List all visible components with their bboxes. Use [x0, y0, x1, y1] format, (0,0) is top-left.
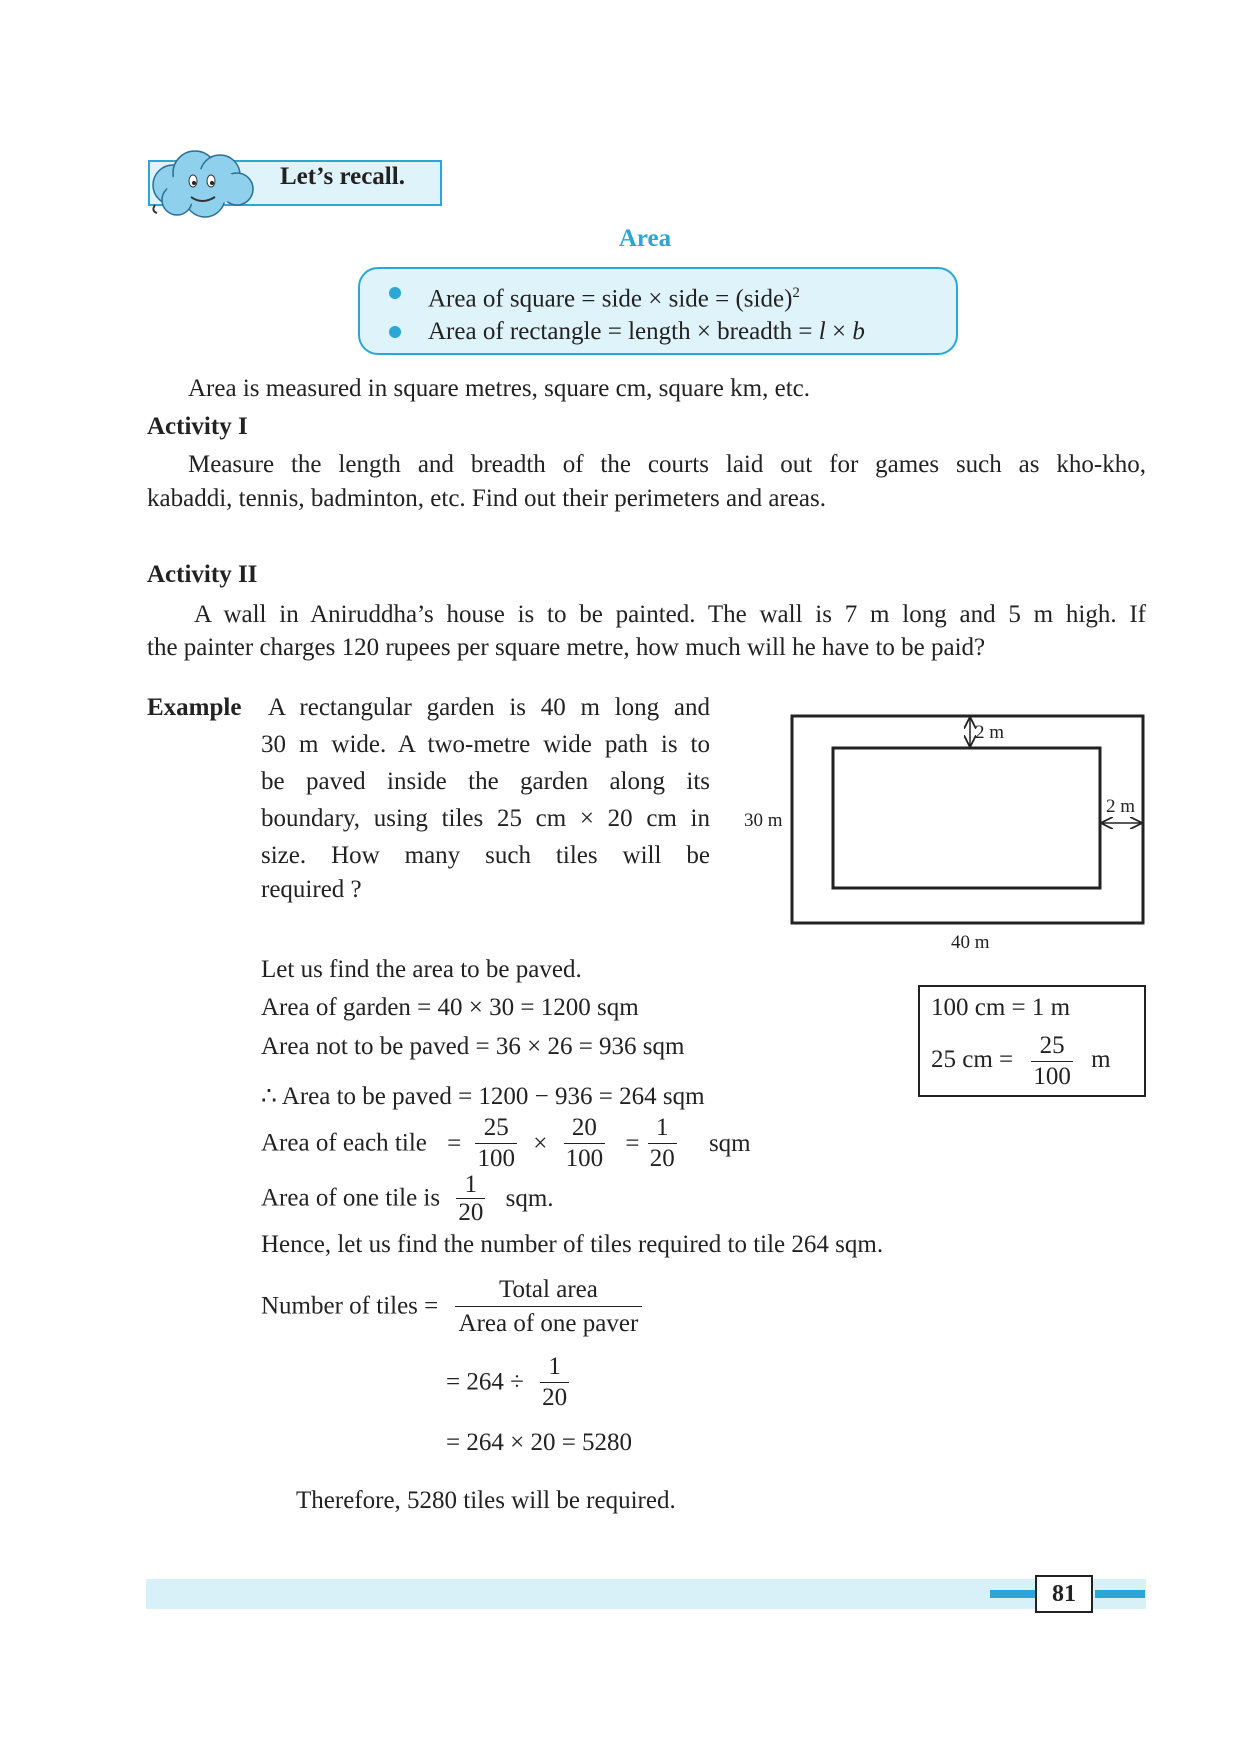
footer-accent-left	[990, 1590, 1035, 1598]
solution-step-1: Let us find the area to be paved.	[261, 956, 582, 983]
diagram-bottom-label: 40 m	[951, 932, 990, 953]
tile-width-fraction	[564, 1113, 606, 1174]
fraction-numerator: 25	[1031, 1031, 1073, 1062]
example-line-4: boundary, using tiles 25 cm × 20 cm in	[261, 805, 710, 832]
activity-1-heading: Activity I	[147, 413, 248, 440]
garden-diagram	[735, 705, 1155, 955]
formula-rectangle	[428, 317, 865, 347]
fraction-numerator: Total area	[455, 1273, 643, 1307]
diagram-top-label: 2 m	[975, 722, 1005, 743]
fraction-denominator: 100	[565, 1145, 604, 1172]
formula-square	[428, 278, 800, 314]
fraction-denominator: 20	[649, 1145, 675, 1172]
bullet-icon	[389, 287, 401, 299]
division-lhs: = 264 ÷	[446, 1368, 524, 1396]
fraction-numerator: 20	[564, 1113, 606, 1144]
formula-rect-b: b	[852, 318, 865, 345]
times-sign: ×	[533, 1129, 548, 1157]
formula-square-exponent: 2	[792, 285, 800, 301]
solution-step-2: Area of garden = 40 × 30 = 1200 sqm	[261, 994, 639, 1021]
solution-step-3: Area not to be paved = 36 × 26 = 936 sqm	[261, 1033, 685, 1060]
activity-1-line-2: kabaddi, tennis, badminton, etc. Find out their perimeters and areas.	[147, 485, 826, 512]
intro-text: Area is measured in square metres, square cm, square km, etc.	[188, 375, 810, 402]
footer-accent-right	[1095, 1590, 1145, 1598]
activity-1-line-1: Measure the length and breadth of the courts laid out for games such as kho-kho,	[188, 451, 1146, 478]
division-step	[446, 1352, 569, 1413]
diagram-right-label: 2 m	[1106, 796, 1136, 817]
cloud-mascot-icon	[145, 145, 257, 220]
unit-box-line-2-lhs: 25 cm =	[931, 1046, 1014, 1074]
example-line-3: be paved inside the garden along its	[261, 768, 710, 795]
formula-rect-text: Area of rectangle = length × breadth =	[428, 318, 819, 345]
solution-step-4: ∴ Area to be paved = 1200 − 936 = 264 sqm	[261, 1083, 705, 1110]
fraction-numerator: 25	[475, 1113, 517, 1144]
equals-sign: =	[447, 1129, 462, 1157]
diagram-left-label: 30 m	[744, 810, 783, 831]
activity-2-line-2: the painter charges 120 rupees per square metre, how much will he have to be paid?	[147, 634, 986, 661]
fraction-denominator: 20	[458, 1199, 484, 1226]
example-line-2: 30 m wide. A two-metre wide path is to	[261, 731, 710, 758]
tile-area-equation	[261, 1113, 751, 1174]
unit-box-line-2-unit: m	[1091, 1046, 1111, 1074]
unit-box-line-2	[931, 1031, 1111, 1092]
one-tile-label: Area of one tile is	[261, 1184, 441, 1212]
bullet-icon	[389, 326, 401, 338]
tile-length-fraction	[475, 1113, 517, 1174]
multiplication-step: = 264 × 20 = 5280	[446, 1429, 633, 1456]
conclusion: Therefore, 5280 tiles will be required.	[296, 1487, 676, 1514]
one-tile-fraction	[456, 1171, 485, 1226]
one-tile-unit: sqm.	[505, 1184, 554, 1212]
example-line-1: A rectangular garden is 40 m long and	[268, 694, 710, 721]
fraction-denominator: Area of one paver	[458, 1310, 639, 1337]
number-of-tiles-label: Number of tiles =	[261, 1292, 439, 1320]
section-heading-area: Area	[618, 225, 672, 252]
fraction-denominator: 20	[542, 1384, 568, 1411]
example-line-5: size. How many such tiles will be	[261, 842, 710, 869]
fraction-numerator: 1	[540, 1352, 569, 1383]
example-label: Example	[147, 694, 242, 721]
tile-area-label: Area of each tile	[261, 1129, 427, 1157]
hence-line: Hence, let us find the number of tiles required to tile 264 sqm.	[261, 1231, 884, 1258]
formula-rect-times: ×	[825, 318, 853, 345]
fraction-numerator: 1	[648, 1113, 677, 1144]
activity-2-line-1: A wall in Aniruddha’s house is to be painted. The wall is 7 m long and 5 m high. If	[194, 601, 1146, 628]
recall-label: Let’s recall.	[280, 163, 405, 190]
formula-rect-l: l	[818, 318, 826, 345]
tiles-formula-fraction	[455, 1273, 643, 1340]
page-number: 81	[1035, 1575, 1093, 1613]
fraction-numerator: 1	[456, 1171, 485, 1199]
fraction-denominator: 100	[1033, 1063, 1071, 1090]
garden-inner-rect	[833, 748, 1100, 888]
one-tile-area-line	[261, 1171, 554, 1226]
tile-area-fraction	[648, 1113, 677, 1174]
formula-square-text: Area of square = side × side = (side)	[428, 285, 793, 313]
number-of-tiles-formula	[261, 1273, 642, 1340]
unit-box-fraction	[1031, 1031, 1073, 1092]
fraction-denominator: 100	[477, 1145, 515, 1172]
example-line-6: required ?	[261, 876, 362, 903]
unit-box-line-1: 100 cm = 1 m	[931, 994, 1071, 1021]
equals-sign: =	[625, 1129, 640, 1157]
division-fraction	[540, 1352, 569, 1413]
unit-sqm: sqm	[708, 1129, 751, 1157]
activity-2-heading: Activity II	[147, 561, 258, 588]
